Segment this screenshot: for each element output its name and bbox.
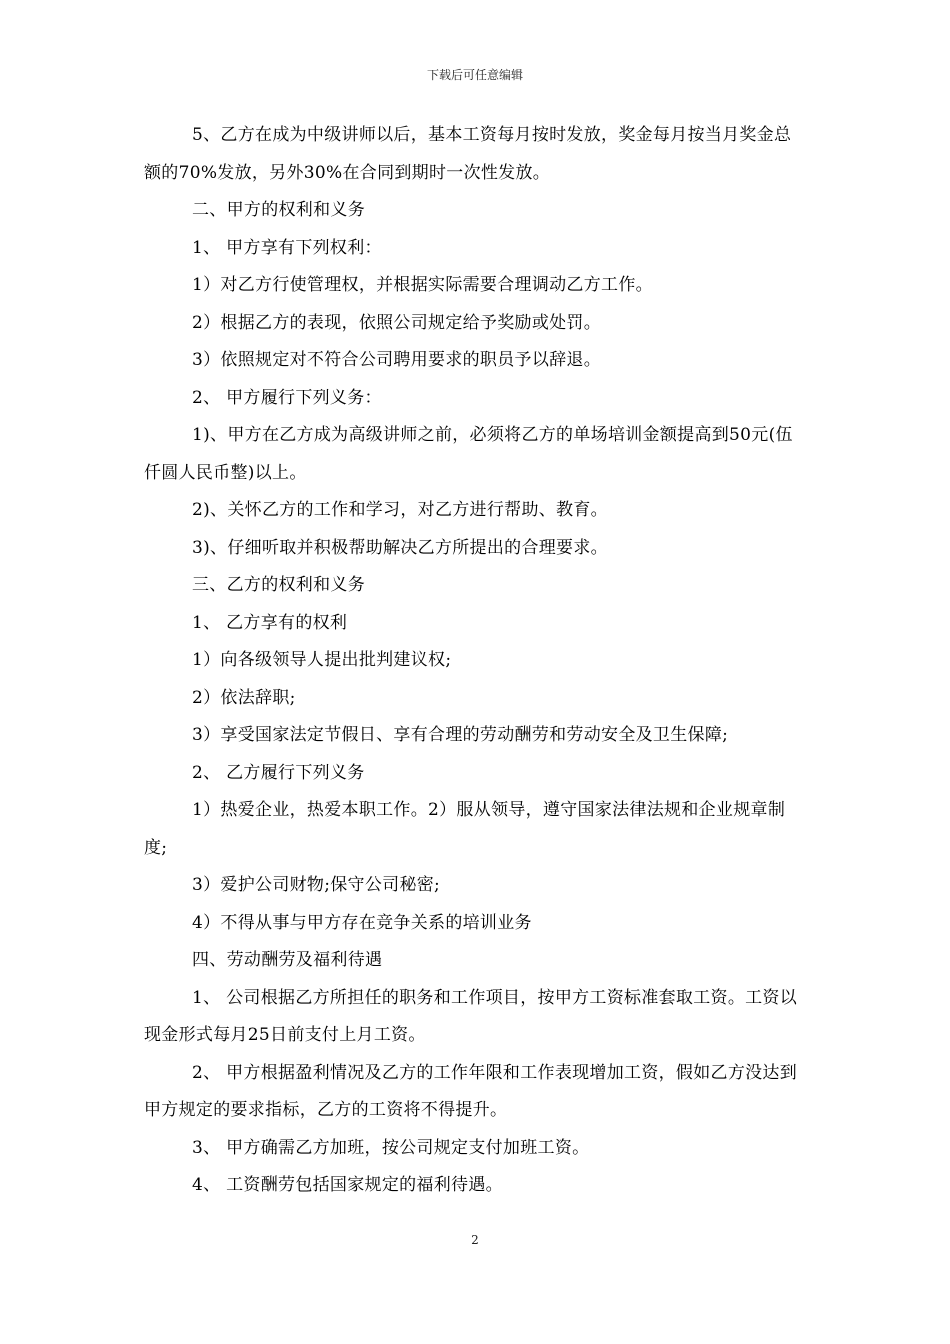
page-number: 2: [471, 1233, 479, 1247]
subsection-heading: 1、 乙方享有的权利: [192, 612, 348, 633]
subsection-heading: 1、 甲方享有下列权利：: [192, 237, 382, 258]
list-item: 1）对乙方行使管理权，并根据实际需要合理调动乙方工作。: [192, 275, 653, 295]
subsection-heading: 2、 甲方履行下列义务：: [192, 387, 382, 408]
section-heading: 三、乙方的权利和义务: [192, 575, 365, 595]
section-heading: 四、劳动酬劳及福利待遇: [192, 950, 383, 970]
paragraph: 1、 公司根据乙方所担任的职务和工作项目，按甲方工资标准套取工资。工资以现金形式每月25日前支付上月工资。: [144, 987, 798, 1045]
paragraph: 3、 甲方确需乙方加班，按公司规定支付加班工资。: [192, 1137, 590, 1158]
list-item: 3）享受国家法定节假日、享有合理的劳动酬劳和劳动安全及卫生保障;: [192, 725, 729, 745]
list-item: 2)、关怀乙方的工作和学习，对乙方进行帮助、教育。: [192, 500, 608, 520]
list-item: 2）根据乙方的表现，依照公司规定给予奖励或处罚。: [192, 312, 602, 333]
list-item: 1）热爱企业，热爱本职工作。2）服从领导，遵守国家法律法规和企业规章制度;: [144, 800, 786, 858]
list-item: 2）依法辞职;: [192, 687, 296, 708]
section-heading: 二、甲方的权利和义务: [192, 200, 365, 220]
paragraph: 2、 甲方根据盈利情况及乙方的工作年限和工作表现增加工资，假如乙方没达到甲方规定的要求指标，乙方的工资将不得提升。: [144, 1062, 798, 1120]
list-item: 4）不得从事与甲方存在竞争关系的培训业务: [192, 912, 532, 933]
paragraph: 4、 工资酬劳包括国家规定的福利待遇。: [192, 1175, 503, 1195]
list-item: 1)、甲方在乙方成为高级讲师之前，必须将乙方的单场培训金额提高到50元(伍仟圆人民币整)以上。: [144, 425, 793, 483]
page-header: 下载后可任意编辑: [426, 68, 523, 82]
list-item: 3）爱护公司财物;保守公司秘密;: [192, 875, 441, 895]
list-item: 1）向各级领导人提出批判建议权;: [192, 650, 452, 670]
list-item: 3)、仔细听取并积极帮助解决乙方所提出的合理要求。: [192, 537, 608, 558]
document-body: [144, 117, 806, 1205]
subsection-heading: 2、 乙方履行下列义务: [192, 762, 365, 783]
paragraph: 5、乙方在成为中级讲师以后，基本工资每月按时发放，奖金每月按当月奖金总额的70%发放，另外30%在合同到期时一次性发放。: [144, 125, 792, 183]
list-item: 3）依照规定对不符合公司聘用要求的职员予以辞退。: [192, 350, 602, 370]
